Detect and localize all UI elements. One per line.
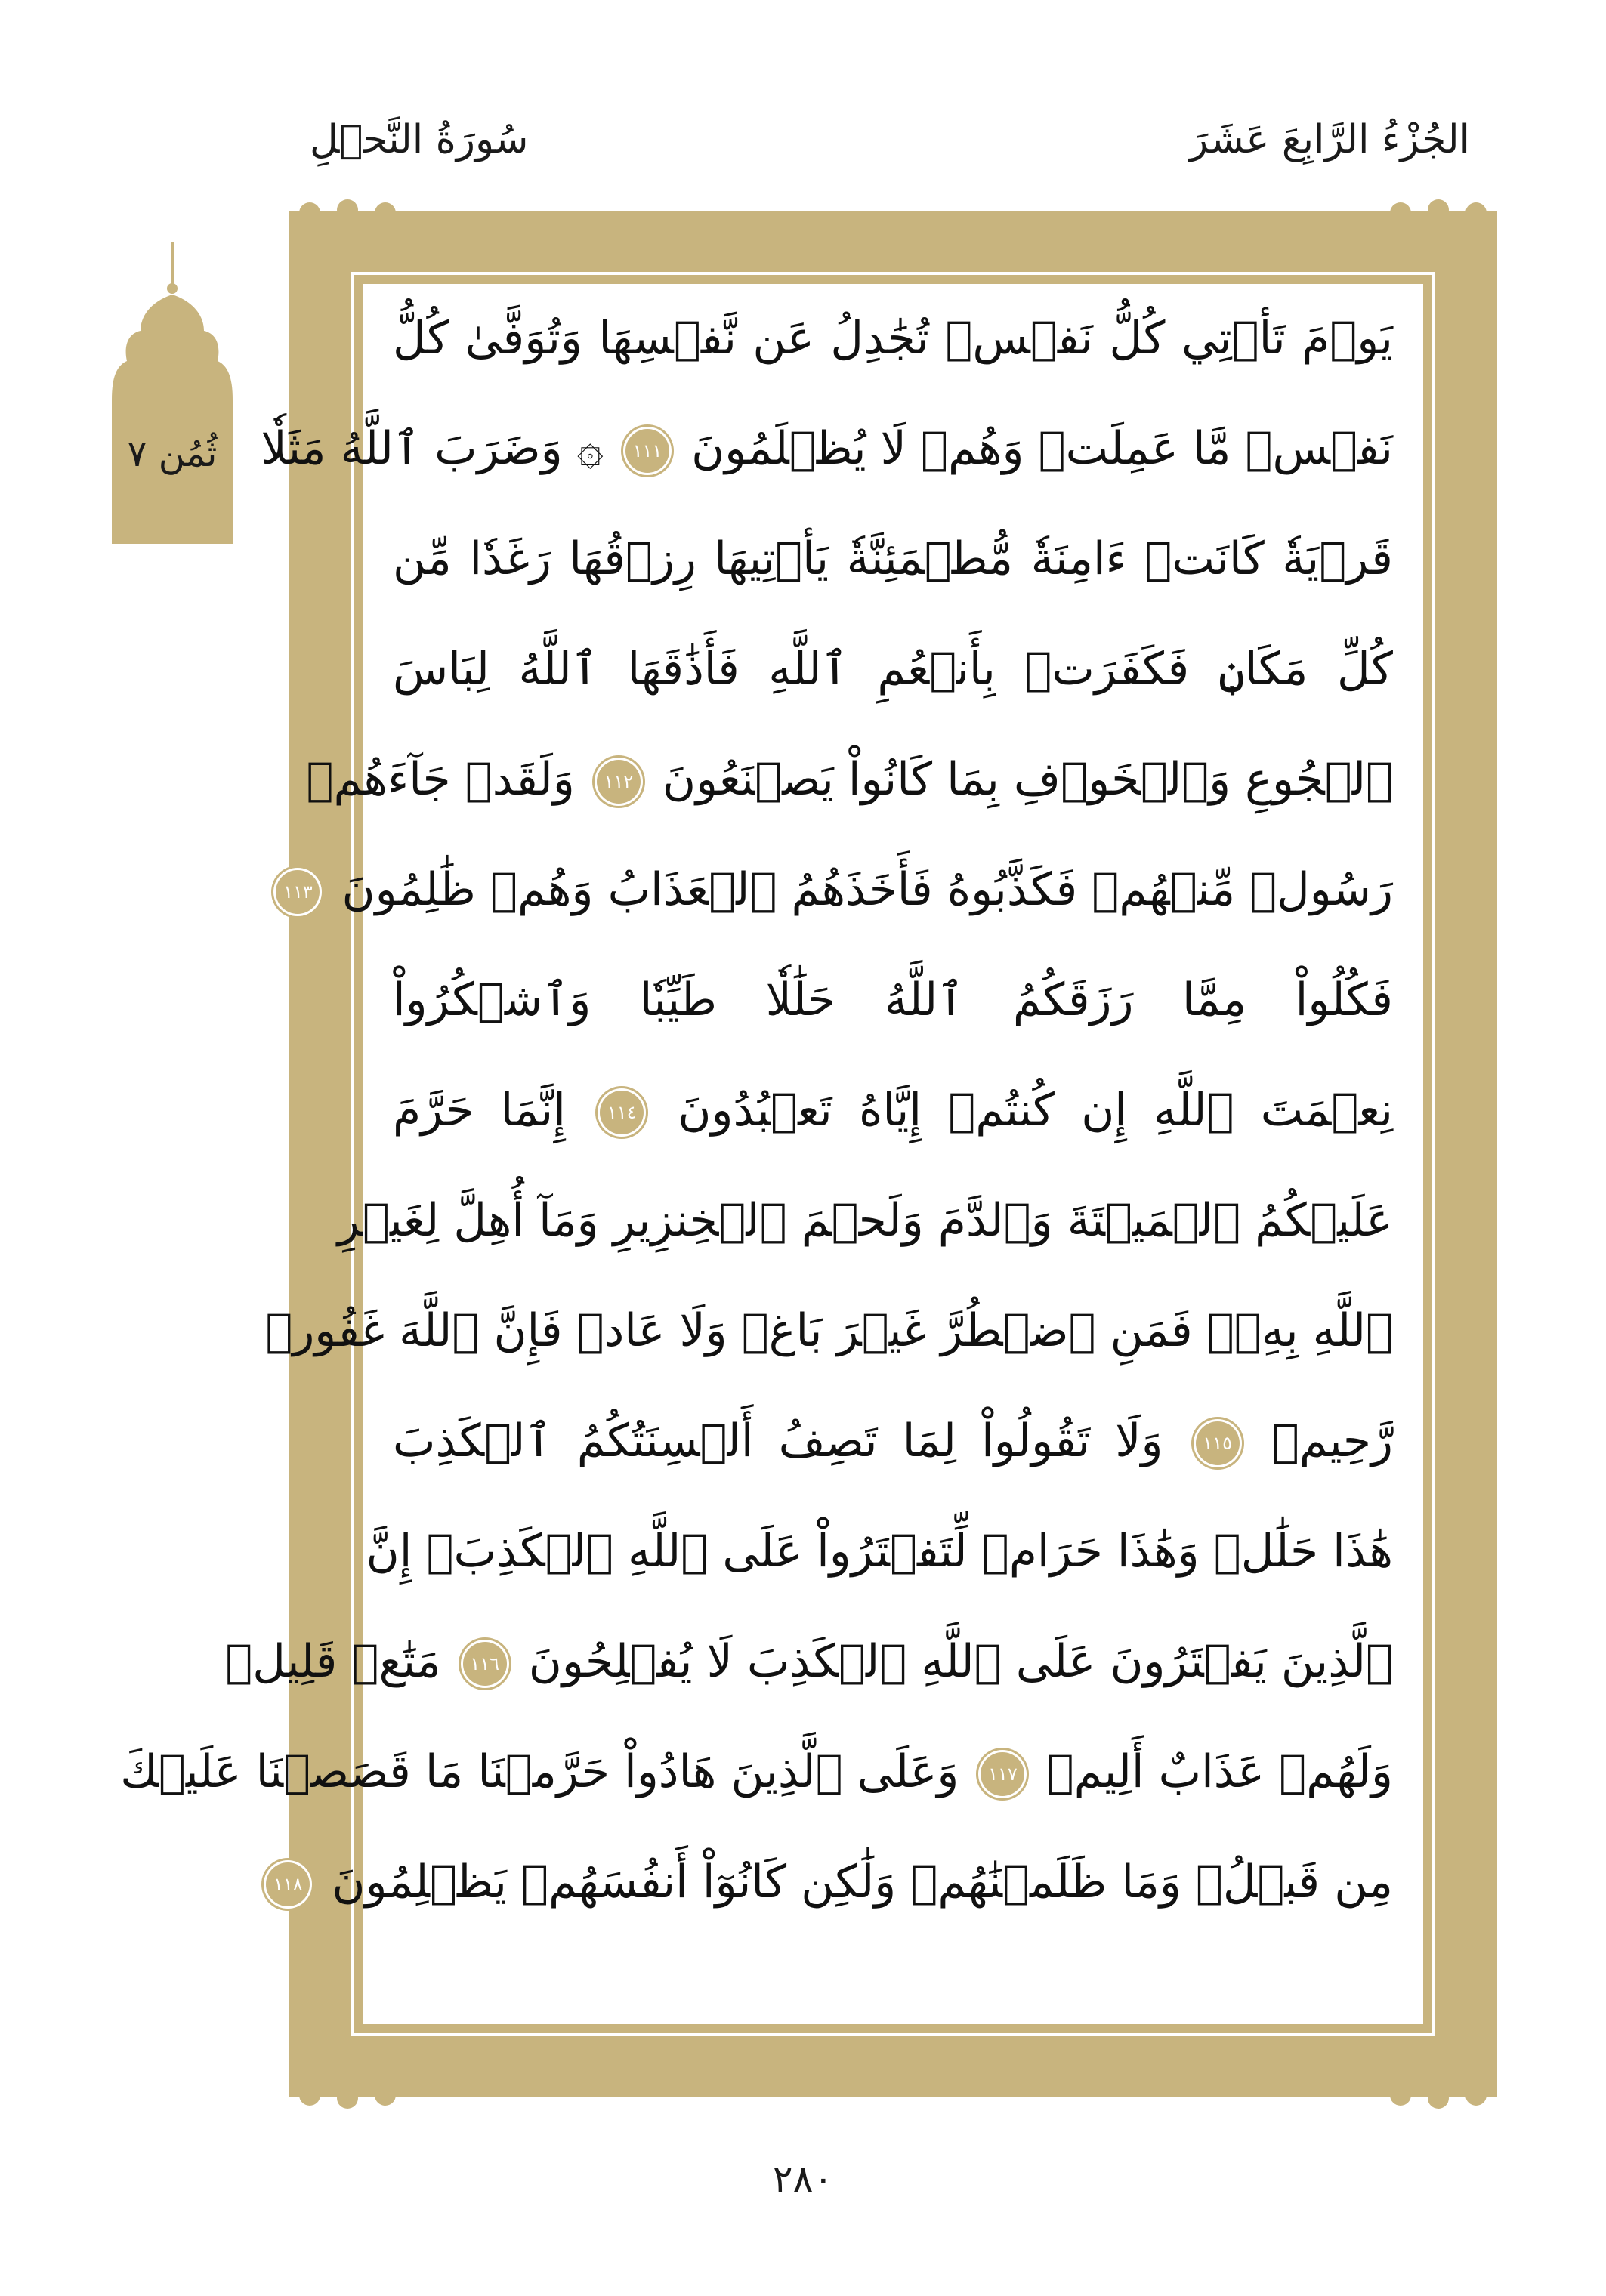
text-line: وَلَهُمۡ عَذَابٌ أَلِيمٞ ١١٧ وَعَلَى ٱلَّذِينَ هَادُواْ حَرَّمۡنَا مَا قَصَصۡنَا عَلَيۡكَ [120, 1745, 1393, 1798]
page-number: ٢٨٠ [772, 2157, 834, 2201]
ayah-number-marker: ١١٢ [597, 760, 641, 804]
marker-label: ثُمُن ٧ [127, 433, 218, 475]
text-line: رَسُولٞ مِّنۡهُمۡ فَكَذَّبُوهُ فَأَخَذَهُمُ ٱلۡعَذَابُ وَهُمۡ ظَٰلِمُونَ ١١٣ [393, 841, 1393, 938]
ayah-number-marker: ١١٦ [463, 1642, 507, 1686]
text-line: نَفۡسٖ مَّا عَمِلَتۡ وَهُمۡ لَا يُظۡلَمُونَ ١١١ ۞ وَضَرَبَ ٱللَّهُ مَثَلٗا [261, 422, 1393, 475]
ayah-number-marker: ١١٨ [266, 1862, 310, 1906]
text-line: فَكُلُواْ مِمَّا رَزَقَكُمُ ٱللَّهُ حَلَٰلٗا طَيِّبٗا وَٱشۡكُرُواْ [393, 974, 1393, 1026]
text-line: نِعۡمَتَ ٱللَّهِ إِن كُنتُمۡ إِيَّاهُ تَعۡبُدُونَ ١١٤ إِنَّمَا حَرَّمَ [393, 1084, 1393, 1137]
text-line: يَوۡمَ تَأۡتِي كُلُّ نَفۡسٖ تُجَٰدِلُ عَن نَّفۡسِهَا وَتُوَفَّىٰ كُلُّ [393, 312, 1393, 365]
text-line: هَٰذَا حَلَٰلٞ وَهَٰذَا حَرَامٞ لِّتَفۡتَرُواْ عَلَى ٱللَّهِ ٱلۡكَذِبَۚ إِنَّ [366, 1525, 1393, 1578]
thumun-marker [104, 242, 240, 544]
text-line: عَلَيۡكُمُ ٱلۡمَيۡتَةَ وَٱلدَّمَ وَلَحۡمَ ٱلۡخِنزِيرِ وَمَآ أُهِلَّ لِغَيۡرِ [337, 1194, 1393, 1247]
text-line: ٱللَّهِ بِهِۦۖ فَمَنِ ٱضۡطُرَّ غَيۡرَ بَاغٖ وَلَا عَادٖ فَإِنَّ ٱللَّهَ غَفُورٞ [265, 1304, 1393, 1357]
marker-dome-icon [104, 242, 240, 544]
text-line: ٱلۡجُوعِ وَٱلۡخَوۡفِ بِمَا كَانُواْ يَصۡنَعُونَ ١١٢ وَلَقَدۡ جَآءَهُمۡ [306, 753, 1393, 806]
text-line: رَّحِيمٞ ١١٥ وَلَا تَقُولُواْ لِمَا تَصِفُ أَلۡسِنَتُكُمُ ٱلۡكَذِبَ [393, 1415, 1393, 1467]
text-line: ٱلَّذِينَ يَفۡتَرُونَ عَلَى ٱللَّهِ ٱلۡكَذِبَ لَا يُفۡلِحُونَ ١١٦ مَتَٰعٞ قَلِيلٞ [225, 1635, 1393, 1688]
ayah-number-marker: ١١٥ [1196, 1421, 1240, 1465]
ayah-number-marker: ١١٤ [600, 1091, 644, 1134]
text-line: كُلِّ مَكَانٖ فَكَفَرَتۡ بِأَنۡعُمِ ٱللَّهِ فَأَذَٰقَهَا ٱللَّهُ لِبَاسَ [393, 643, 1393, 696]
text-line: قَرۡيَةٗ كَانَتۡ ءَامِنَةٗ مُّطۡمَئِنَّةٗ يَأۡتِيهَا رِزۡقُهَا رَغَدٗا مِّن [393, 532, 1393, 585]
text-line: مِن قَبۡلُۖ وَمَا ظَلَمۡنَٰهُمۡ وَلَٰكِن كَانُوٓاْ أَنفُسَهُمۡ يَظۡلِمُونَ ١١٨ [393, 1834, 1393, 1930]
surah-header: سُورَةُ النَّحۡلِ [310, 117, 529, 162]
juz-header: الجُزْءُ الرَّابِعَ عَشَرَ [1189, 117, 1470, 162]
ayah-number-marker: ١١١ [625, 429, 669, 473]
ayah-number-marker: ١١٧ [981, 1752, 1024, 1796]
ayah-number-marker: ١١٣ [276, 870, 320, 914]
